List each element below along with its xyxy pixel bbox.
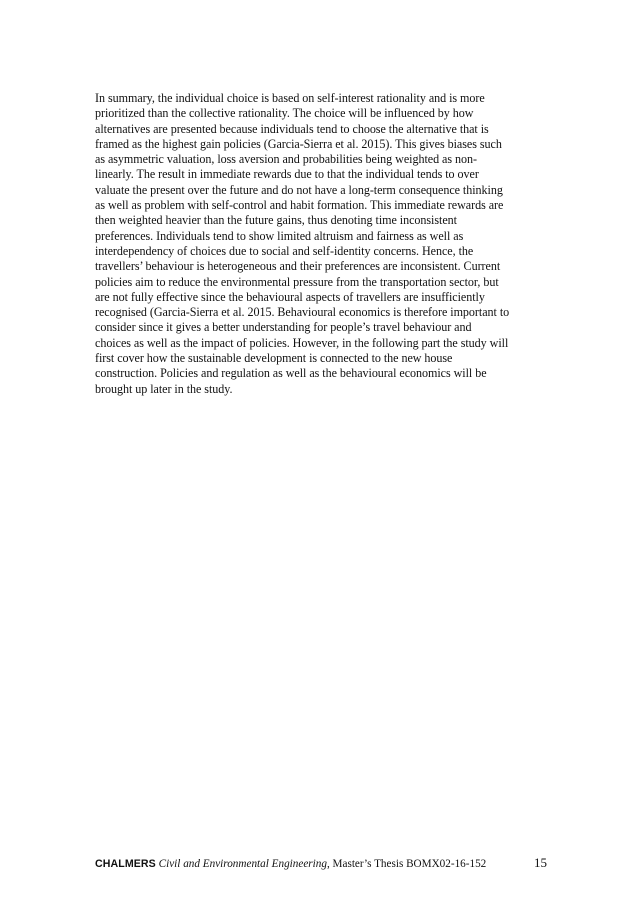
paragraph-line: consider since it gives a better understanding for people’s travel behaviour and xyxy=(95,320,472,335)
paragraph-line: policies aim to reduce the environmental pressure from the transportation sector, but xyxy=(95,274,499,289)
paragraph-line: alternatives are presented because individuals tend to choose the alternative that is xyxy=(95,121,489,136)
footer-thesis-id: , Master’s Thesis BOMX02-16-152 xyxy=(326,858,487,870)
paragraph-line: preferences. Individuals tend to show limited altruism and fairness as well as xyxy=(95,228,464,243)
footer-brand: CHALMERS xyxy=(95,858,156,870)
footer-department: Civil and Environmental Engineering xyxy=(158,858,327,870)
paragraph-line: interdependency of choices due to social and self-identity concerns. Hence, the xyxy=(95,243,474,258)
paragraph-line: first cover how the sustainable development is connected to the new house xyxy=(95,351,453,366)
paragraph-line: brought up later in the study. xyxy=(95,381,233,396)
paragraph-line: In summary, the individual choice is based on self-interest rationality and is more xyxy=(95,91,485,105)
paragraph-line: travellers’ behaviour is heterogeneous and their preferences are inconsistent. Current xyxy=(95,259,501,274)
body-paragraph xyxy=(95,91,555,397)
paragraph-line: as well as problem with self-control and habit formation. This immediate rewards are xyxy=(95,198,504,213)
paragraph-line: valuate the present over the future and do not have a long-term consequence thinking xyxy=(95,182,503,197)
paragraph-line: linearly. The result in immediate rewards due to that the individual tends to over xyxy=(95,167,479,182)
paragraph-line: recognised (Garcia-Sierra et al. 2015. Behavioural economics is therefore important to xyxy=(95,305,510,320)
page-footer xyxy=(95,856,545,872)
paragraph-line: are not fully effective since the behavioural aspects of travellers are insufficiently xyxy=(95,289,485,304)
page-number: 15 xyxy=(534,855,547,870)
paragraph-line: as asymmetric valuation, loss aversion and probabilities being weighted as non- xyxy=(95,152,477,167)
paragraph-line: framed as the highest gain policies (Garcia-Sierra et al. 2015). This gives biases such xyxy=(95,136,502,151)
paragraph-line: construction. Policies and regulation as well as the behavioural economics will be xyxy=(95,366,487,381)
paragraph-line: choices as well as the impact of policies. However, in the following part the study will xyxy=(95,335,509,350)
paragraph-line: prioritized than the collective rationality. The choice will be influenced by how xyxy=(95,106,474,121)
paragraph-line: then weighted heavier than the future gains, thus denoting time inconsistent xyxy=(95,213,457,228)
